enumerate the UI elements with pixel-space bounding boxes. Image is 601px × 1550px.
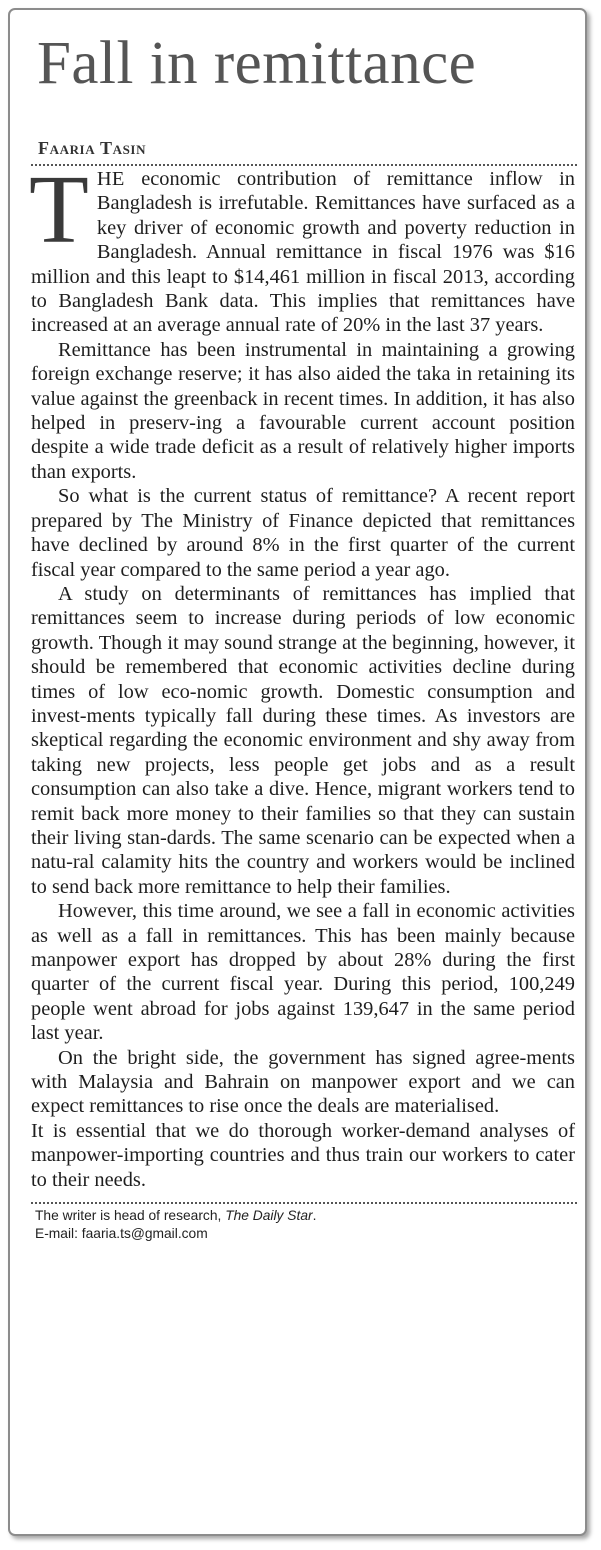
paragraph-4: A study on determinants of remittances has implied that remittances seem to increase during periods of low economic growth. Though it may sound strange at the beginning, however, it should be remembered that economic activities decline during times of low eco-nomic growth. Domestic consumption and invest-ments typically fall during these times. As investors are skeptical regarding the economic environment and shy away from taking new projects, less people get jobs and as a result consumption can also take a dive. Hence, migrant workers tend to remit back more money to their families so that they can sustain their living stan-dards. The same scenario can be expected when a natu-ral calamity hits the country and workers would be inclined to send back more remittance to help their families. [31,582,575,898]
article-body [29,156,577,1192]
author-footer [35,1207,577,1243]
writer-suffix: . [312,1208,317,1224]
drop-cap: T [29,156,89,264]
writer-prefix: The writer is head of research, [35,1208,226,1224]
paragraph-5: However, this time around, we see a fall in economic activities as well as a fall in remittances. This has been mainly because manpower export has dropped by about 28% during the first quarter of the current fiscal year. During this period, 100,249 people went abroad for jobs against 139,647 in the same period last year. [31,900,575,1045]
paragraph-2: Remittance has been instrumental in maintaining a growing foreign exchange reserve; it has also aided the taka in retaining its value against the greenback in recent times. In addition, it has also helped in preserv-ing a favourable current account position despite a wide trade deficit as a result of relatively higher imports than exports. [31,338,575,483]
publication-name: The Daily Star [225,1208,313,1224]
top-divider [31,164,577,166]
opening-caps: HE [96,168,125,190]
paragraph-7: It is essential that we do thorough worker-demand analyses of manpower-importing countries and thus train our workers to cater to their needs. [31,1119,575,1191]
paragraph-1-text: economic contribution of remittance inflow in Bangladesh is irrefutable. Remittances have surfaced as a key driver of economic growth and poverty reduction in Bangladesh. Annual remittance in fiscal 1976 was $16 million and this leapt to $14,461 million in fiscal 2013, according to Bangladesh Bank data. This implies that remittances have increased at an average annual rate of 20% in the last 37 years. [31,168,575,337]
article-inner [31,10,577,1243]
author-email: E-mail: faaria.ts@gmail.com [35,1226,208,1242]
paragraph-3: So what is the current status of remittance? A recent report prepared by The Ministry of Finance depicted that remittances have declined by around 8% in the first quarter of the current fiscal year compared to the same period a year ago. [31,485,575,581]
headline: Fall in remittance [37,30,477,97]
article-frame [8,8,587,1536]
bottom-divider [31,1202,577,1204]
writer-credit [35,1207,577,1225]
byline: Faaria Tasin [38,138,147,158]
paragraph-1 [29,156,575,338]
paragraph-6: On the bright side, the government has signed agree-ments with Malaysia and Bahrain on manpower export and we can expect remittances to rise once the deals are materialised. [31,1046,575,1118]
